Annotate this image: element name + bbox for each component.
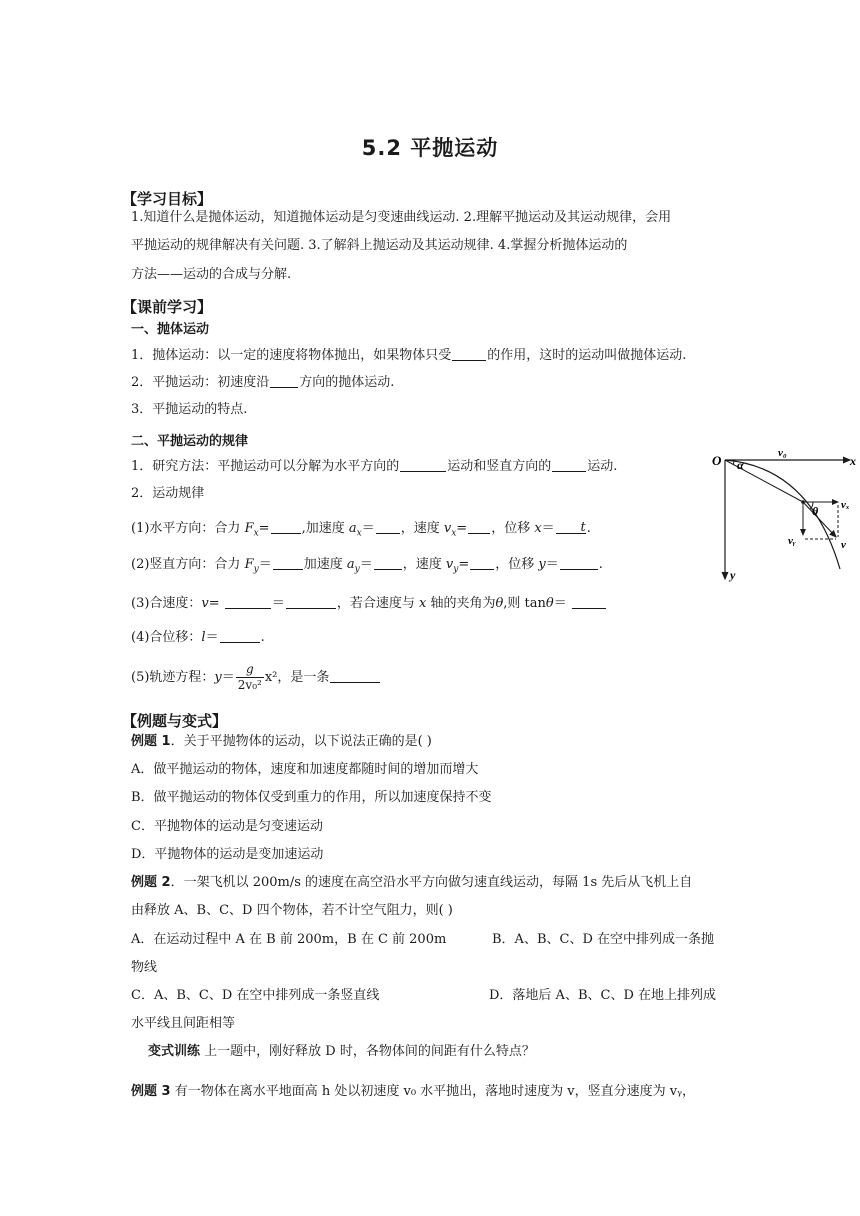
- label-y-axis: y: [730, 568, 736, 582]
- example-2-question: 例题 2．一架飞机以 200m/s 的速度在高空沿水平方向做匀速直线运动，每隔 1s 先后从飞机上自: [131, 875, 693, 890]
- variation-exercise: 变式训练 上一题中，刚好释放 D 时，各物体间的间距有什么特点？: [148, 1044, 535, 1059]
- rule-trajectory: (5)轨迹方程：y＝ $\frac{g}{\text{2v₀²}}$ x²，是一条: [131, 658, 381, 698]
- rule-horizontal: (1)水平方向：合力 $F_x=$ ,加速度 $a_x=$ ，速度 $v_x=$ ，位移 x＝ t .: [131, 520, 591, 539]
- pre-item-2: 2．平抛运动：初速度沿 方向的抛体运动.: [131, 375, 395, 390]
- page-title: 5.2 平抛运动: [361, 136, 499, 160]
- subheading-rules: 二、平抛运动的规律: [131, 434, 249, 449]
- v-arrow: [803, 502, 836, 537]
- example-2-option-d: D．落地后 A、B、C、D 在地上排列成: [489, 988, 716, 1003]
- example-1-option-c: C．平抛物体的运动是匀变速运动: [131, 819, 323, 834]
- section-heading-examples: 【例题与变式】: [122, 712, 228, 730]
- label-vy: vᵧ: [788, 535, 796, 547]
- rule-method: 1．研究方法：平抛运动可以分解为水平方向的 运动和竖直方向的 运动.: [131, 459, 618, 474]
- projectile-diagram: [700, 447, 860, 587]
- example-2-option-c: C．A、B、C、D 在空中排列成一条竖直线: [131, 988, 380, 1003]
- example-2-option-d-cont: 水平线且间距相等: [131, 1016, 236, 1031]
- pre-item-1: 1．抛体运动：以一定的速度将物体抛出，如果物体只受 的作用，这时的运动叫做抛体运动.: [131, 348, 687, 363]
- example-3-question: 例题 3 有一物体在离水平地面高 h 处以初速度 v₀ 水平抛出，落地时速度为 v，竖直分速度为 vᵧ，: [131, 1084, 696, 1099]
- section-heading-goals: 【学习目标】: [122, 190, 213, 208]
- example-2-option-b-cont: 物线: [131, 960, 158, 975]
- trajectory-curve: [725, 460, 840, 569]
- trajectory-fraction: $\frac{g}{\text{2v₀²}}$: [237, 662, 262, 692]
- label-origin: O: [712, 453, 722, 468]
- rule-vertical: (2)竖直方向：合力 $F_y=$ 加速度 $a_y=$ ，速度 $v_y=$ ，位移 y＝ .: [131, 557, 603, 575]
- label-alpha: α: [737, 458, 744, 472]
- rule-resultant-displacement: (4)合位移：l＝ .: [131, 630, 265, 645]
- label-vx: vₓ: [841, 499, 850, 511]
- example-1-option-d: D．平抛物体的运动是变加速运动: [131, 847, 324, 862]
- goals-line-3: 方法——运动的合成与分解.: [131, 267, 292, 282]
- subheading-projectile: 一、抛体运动: [131, 322, 210, 337]
- label-theta: θ: [812, 504, 819, 518]
- example-1-question: 例题 1．关于平抛物体的运动，以下说法正确的是( ): [131, 734, 432, 749]
- rule-resultant-velocity: (3)合速度：v= ＝ ，若合速度与 x 轴的夹角为θ,则 tanθ＝: [131, 594, 607, 613]
- label-x-axis: x: [850, 454, 856, 468]
- label-v0: v₀: [778, 447, 787, 459]
- section-heading-pre: 【课前学习】: [122, 298, 213, 316]
- example-2-option-b: B．A、B、C、D 在空中排列成一条抛: [492, 932, 714, 947]
- goals-line-2: 平抛运动的规律解决有关问题. 3.了解斜上抛运动及其运动规律. 4.掌握分析抛体运动的: [131, 238, 628, 253]
- goals-line-1: 1.知道什么是抛体运动，知道抛体运动是匀变速曲线运动. 2.理解平抛运动及其运动规律，会用: [131, 210, 672, 225]
- example-2-option-a: A．在运动过程中 A 在 B 前 200m，B 在 C 前 200m: [131, 932, 447, 947]
- label-v: v: [841, 539, 846, 551]
- example-1-option-b: B．做平抛运动的物体仅受到重力的作用，所以加速度保持不变: [131, 790, 492, 805]
- pre-item-3: 3．平抛运动的特点.: [131, 402, 248, 417]
- example-1-option-a: A．做平抛运动的物体，速度和加速度都随时间的增加而增大: [131, 762, 479, 777]
- rule-heading: 2．运动规律: [131, 486, 205, 501]
- example-2-question-cont: 由释放 A、B、C、D 四个物体，若不计空气阻力，则( ): [131, 903, 453, 918]
